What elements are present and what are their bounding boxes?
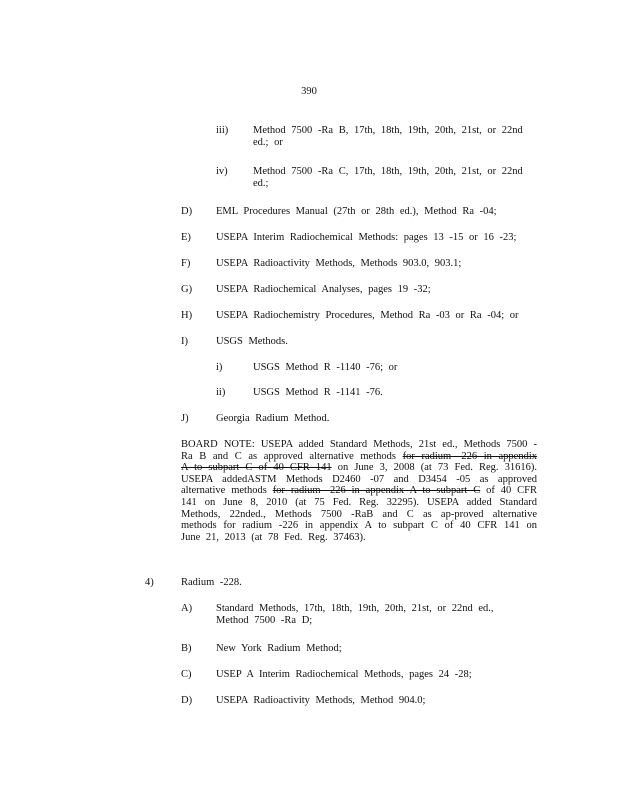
item2-text-a: Standard Methods, 17th, 18th, 19th, 20th, 21st, or 22nd ed., Method 7500 -Ra D; [216, 603, 494, 626]
item-label-i-upper: I) [181, 336, 188, 347]
item2-label-a: A) [181, 603, 193, 614]
item2-label-b: B) [181, 643, 192, 654]
item2-label-d: D) [181, 695, 193, 706]
item-label-iv: iv) [216, 166, 228, 177]
item-label-i-lower: i) [216, 362, 223, 373]
item-text-f: USEPA Radioactivity Methods, Methods 903.0, 903.1; [216, 258, 462, 269]
item-label-h: H) [181, 310, 193, 321]
item-label-e: E) [181, 232, 191, 243]
item-label-d: D) [181, 206, 193, 217]
item-text-iv: Method 7500 -Ra C, 17th, 18th, 19th, 20th, 21st, or 22nd ed.; [253, 166, 523, 189]
item-text-e: USEPA Interim Radiochemical Methods: pages 13 -15 or 16 -23; [216, 232, 517, 243]
item2-label-c: C) [181, 669, 192, 680]
board-note-part-1: BOARD NOTE: USEPA added Standard Methods, 21st ed., Methods 7500 -Ra B and C as approved alternative methods [181, 439, 537, 462]
item-text-i-lower: USGS Method R -1140 -76; or [253, 362, 398, 373]
item-label-iii: iii) [216, 125, 229, 136]
item-label-g: G) [181, 284, 193, 295]
page-number: 390 [301, 86, 317, 97]
item-text-iii: Method 7500 -Ra B, 17th, 18th, 19th, 20th, 21st, or 22nd ed.; or [253, 125, 523, 148]
item2-text-d: USEPA Radioactivity Methods, Method 904.0; [216, 695, 426, 706]
section-title-radium-228: Radium -228. [181, 577, 242, 588]
board-note-part-3: of 40 CFR 141 on June 8, 2010 (at 75 Fed. Reg. 32295). USEPA added Standard Methods, 22nded., Methods 7500 -RaB and C as ap-proved alternative methods for radium -226 in appendix A to subpart C of 40 CFR 141 on June 21, 2013 (at 78 Fed. Reg. 37463). [181, 485, 538, 543]
item-text-j: Georgia Radium Method. [216, 413, 330, 424]
item-text-i-upper: USGS Methods. [216, 336, 288, 347]
item-label-ii: ii) [216, 387, 226, 398]
board-note-struck-2: for radium -226 in appendix A to subpart C [272, 485, 481, 497]
item-text-h: USEPA Radiochemistry Procedures, Method Ra -03 or Ra -04; or [216, 310, 519, 321]
item-text-g: USEPA Radiochemical Analyses, pages 19 -32; [216, 284, 431, 295]
item2-text-c: USEP A Interim Radiochemical Methods, pages 24 -28; [216, 669, 472, 680]
board-note-part-2: on June 3, 2008 (at 73 Fed. Reg. 31616). USEPA addedASTM Methods D2460 -07 and D3454 -05 as approved alternative methods [181, 462, 538, 497]
item-text-d: EML Procedures Manual (27th or 28th ed.), Method Ra -04; [216, 206, 497, 217]
board-note [181, 439, 537, 543]
item2-text-b: New York Radium Method; [216, 643, 342, 654]
section-label-4: 4) [145, 577, 154, 588]
item-text-ii: USGS Method R -1141 -76. [253, 387, 383, 398]
item-label-f: F) [181, 258, 191, 269]
item-label-j: J) [181, 413, 189, 424]
board-note-struck-1: for radium -226 in appendix A to subpart C of 40 CFR 141 [181, 450, 538, 474]
